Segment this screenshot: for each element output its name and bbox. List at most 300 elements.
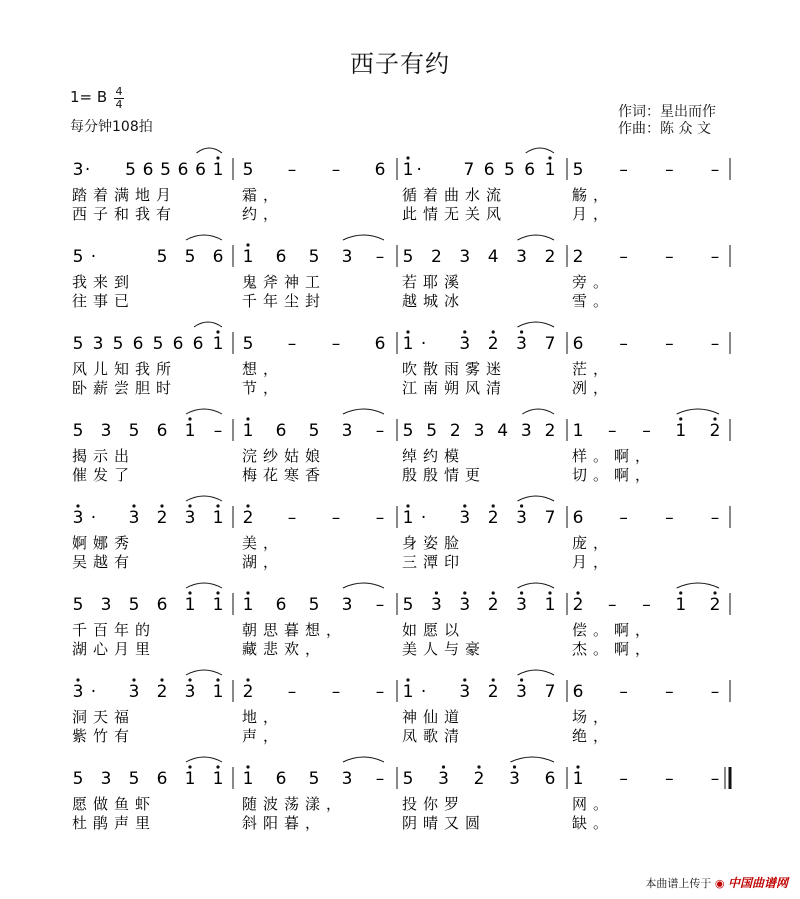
note: 3: [516, 247, 528, 267]
dash-extension: –: [665, 682, 674, 702]
note: 5: [128, 769, 140, 789]
note: 7: [544, 682, 556, 702]
high-octave-dot: [132, 504, 135, 507]
note: 6: [177, 160, 189, 180]
dash-extension: –: [375, 682, 385, 702]
lyric-line-1: 朝思暮想，: [242, 621, 348, 639]
slur: [511, 757, 555, 762]
note: 6: [212, 247, 224, 267]
note: 2: [242, 682, 254, 702]
note: 6: [192, 334, 204, 354]
note: 3: [184, 682, 196, 702]
note: 1: [402, 508, 414, 528]
augmentation-dot: ·: [90, 247, 97, 267]
note: 5: [72, 247, 84, 267]
lyric-line-2: 梅花寒香: [242, 466, 327, 484]
lyric-line-2: 此情无关风: [402, 205, 508, 223]
high-octave-dot: [160, 504, 163, 507]
high-octave-dot: [679, 417, 682, 420]
lyric-line-1: 庞，: [572, 534, 615, 552]
note: 2: [709, 595, 721, 615]
high-octave-dot: [216, 591, 219, 594]
dash-extension: –: [710, 682, 720, 702]
note: 3: [341, 247, 353, 267]
note: 5: [242, 160, 254, 180]
note: 6: [275, 421, 287, 441]
dash-extension: –: [710, 334, 720, 354]
note: 2: [156, 508, 168, 528]
lyric-line-1: 样。啊，: [572, 447, 657, 465]
augmentation-dot: ·: [90, 508, 97, 528]
note: 1: [572, 421, 584, 441]
note: 3: [92, 334, 104, 354]
note: 5: [402, 769, 414, 789]
lyric-line-1: 茫，: [572, 360, 615, 378]
high-octave-dot: [406, 156, 409, 159]
dash-extension: –: [619, 682, 628, 702]
dash-extension: –: [375, 769, 385, 789]
lyric-line-1: 霜，: [242, 186, 285, 204]
dash-extension: –: [665, 160, 674, 180]
slur: [194, 322, 222, 327]
high-octave-dot: [160, 678, 163, 681]
note: 3: [341, 421, 353, 441]
high-octave-dot: [713, 417, 716, 420]
lyric-line-2: 江南朔风清: [402, 379, 508, 397]
slur: [343, 409, 384, 414]
lyric-line-2: 紫竹有: [72, 727, 136, 745]
note: 1: [242, 421, 254, 441]
note: 2: [430, 247, 442, 267]
slur: [518, 670, 554, 675]
lyric-line-2: 节，: [242, 379, 285, 397]
note: 6: [374, 334, 386, 354]
lyric-line-2: 卧薪尝胆时: [72, 379, 178, 397]
note: 6: [142, 160, 154, 180]
slur: [526, 148, 554, 153]
note: 1: [675, 421, 687, 441]
note: 7: [544, 334, 556, 354]
high-octave-dot: [216, 330, 219, 333]
note: 6: [483, 160, 495, 180]
note: 3: [516, 682, 528, 702]
note: 1: [212, 769, 224, 789]
note: 3: [430, 595, 442, 615]
high-octave-dot: [520, 330, 523, 333]
time-signature-bottom: 4: [115, 98, 123, 111]
slur: [343, 235, 384, 240]
augmentation-dot: ·: [420, 334, 427, 354]
lyric-line-2: 往事已: [72, 292, 136, 310]
note: 2: [544, 247, 556, 267]
high-octave-dot: [216, 765, 219, 768]
note: 2: [449, 421, 461, 441]
lyric-line-1: 偿。啊，: [572, 621, 657, 639]
slur: [518, 235, 554, 240]
dash-extension: –: [619, 334, 628, 354]
lyric-line-2: 千年尘封: [242, 292, 327, 310]
slur: [186, 583, 222, 588]
augmentation-dot: ·: [84, 160, 91, 180]
note: 7: [463, 160, 475, 180]
lyric-line-2: 缺。: [572, 814, 615, 832]
note: 6: [524, 160, 536, 180]
high-octave-dot: [520, 504, 523, 507]
lyric-line-2: 冽，: [572, 379, 615, 397]
high-octave-dot: [492, 678, 495, 681]
lyric-line-1: 千百年的: [72, 621, 157, 639]
dash-extension: –: [619, 769, 628, 789]
lyric-line-1: 风儿知我所: [72, 360, 178, 378]
lyric-line-1: 觞，: [572, 186, 615, 204]
high-octave-dot: [576, 765, 579, 768]
slur: [518, 322, 554, 327]
high-octave-dot: [548, 156, 551, 159]
note: 3: [72, 682, 84, 702]
lyric-line-1: 如愿以: [402, 621, 466, 639]
lyric-line-1: 鬼斧神工: [242, 273, 327, 291]
lyric-line-2: 越城冰: [402, 292, 466, 310]
augmentation-dot: ·: [416, 160, 422, 180]
note: 5: [156, 247, 168, 267]
lyric-line-1: 踏着满地月: [72, 186, 178, 204]
note: 6: [195, 160, 206, 180]
high-octave-dot: [492, 330, 495, 333]
note: 1: [544, 160, 556, 180]
note: 3: [100, 769, 112, 789]
dash-extension: –: [642, 595, 651, 615]
note: 1: [572, 769, 584, 789]
lyric-line-2: 藏悲欢，: [242, 640, 327, 658]
note: 3: [72, 508, 84, 528]
note: 1: [212, 334, 224, 354]
slur: [677, 583, 719, 588]
note: 1: [402, 334, 414, 354]
dash-extension: –: [619, 508, 628, 528]
note: 1: [212, 595, 224, 615]
note: 6: [544, 769, 556, 789]
lyric-line-2: 西子和我有: [72, 205, 178, 223]
note: 5: [402, 595, 414, 615]
high-octave-dot: [513, 765, 516, 768]
key-signature: 1= B: [70, 88, 108, 106]
note: 7: [544, 508, 556, 528]
high-octave-dot: [246, 591, 249, 594]
slur: [343, 757, 384, 762]
note: 5: [72, 334, 84, 354]
dash-extension: –: [287, 160, 297, 180]
dash-extension: –: [608, 421, 617, 441]
note: 1: [184, 769, 196, 789]
high-octave-dot: [216, 678, 219, 681]
note: 3: [72, 160, 84, 180]
note: 2: [487, 508, 499, 528]
note: 5: [72, 769, 84, 789]
augmentation-dot: ·: [420, 682, 427, 702]
lyric-line-2: 湖，: [242, 553, 285, 571]
note: 5: [308, 421, 320, 441]
high-octave-dot: [246, 243, 249, 246]
note: 1: [402, 160, 414, 180]
slur: [343, 583, 384, 588]
high-octave-dot: [406, 678, 409, 681]
lyric-line-2: 切。啊，: [572, 466, 657, 484]
note: 1: [184, 595, 196, 615]
note: 6: [572, 682, 584, 702]
high-octave-dot: [492, 504, 495, 507]
high-octave-dot: [406, 330, 409, 333]
augmentation-dot: ·: [90, 682, 97, 702]
note: 6: [275, 769, 287, 789]
high-octave-dot: [576, 591, 579, 594]
note: 3: [459, 682, 471, 702]
note: 2: [242, 508, 254, 528]
slur: [186, 496, 222, 501]
note: 6: [572, 508, 584, 528]
high-octave-dot: [188, 678, 191, 681]
dash-extension: –: [619, 247, 628, 267]
note: 5: [128, 421, 140, 441]
dash-extension: –: [375, 508, 385, 528]
note: 3: [473, 421, 485, 441]
lyric-line-2: 杜鹃声里: [72, 814, 157, 832]
dash-extension: –: [608, 595, 617, 615]
note: 2: [487, 595, 499, 615]
lyric-line-1: 随波荡漾，: [242, 795, 348, 813]
lyric-line-2: 杰。啊，: [572, 640, 657, 658]
dash-extension: –: [710, 508, 720, 528]
note: 5: [72, 421, 84, 441]
high-octave-dot: [477, 765, 480, 768]
slur: [186, 235, 222, 240]
slur: [186, 757, 222, 762]
tempo-marking: 每分钟108拍: [70, 119, 153, 135]
note: 3: [184, 508, 196, 528]
note: 2: [473, 769, 485, 789]
dash-extension: –: [375, 421, 385, 441]
dash-extension: –: [331, 334, 341, 354]
note: 6: [275, 595, 287, 615]
note: 6: [156, 595, 168, 615]
slur: [518, 583, 554, 588]
note: 5: [308, 247, 320, 267]
high-octave-dot: [463, 678, 466, 681]
note: 3: [509, 769, 520, 789]
high-octave-dot: [246, 417, 249, 420]
high-octave-dot: [246, 504, 249, 507]
note: 3: [128, 682, 140, 702]
high-octave-dot: [76, 678, 79, 681]
note: 1: [675, 595, 687, 615]
site-logo: 中国曲谱网: [727, 876, 788, 890]
note: 6: [132, 334, 144, 354]
note: 5: [308, 595, 320, 615]
high-octave-dot: [548, 591, 551, 594]
dash-extension: –: [287, 508, 297, 528]
dash-extension: –: [665, 769, 674, 789]
note: 2: [572, 595, 584, 615]
lyric-line-2: 殷殷情更: [402, 466, 487, 484]
footer-prefix: 本曲谱上传于: [645, 877, 712, 890]
slur: [197, 148, 223, 153]
dash-extension: –: [331, 682, 341, 702]
high-octave-dot: [246, 765, 249, 768]
high-octave-dot: [132, 678, 135, 681]
high-octave-dot: [463, 591, 466, 594]
footer-credit: [645, 874, 788, 891]
note: 5: [402, 247, 414, 267]
note: 5: [426, 421, 438, 441]
lyric-line-1: 循着曲水流: [402, 186, 508, 204]
lyric-line-2: 约，: [242, 205, 285, 223]
dash-extension: –: [331, 160, 341, 180]
note: 3: [459, 508, 471, 528]
note: 1: [212, 682, 224, 702]
dash-extension: –: [710, 247, 720, 267]
dash-extension: –: [375, 247, 385, 267]
note: 6: [374, 160, 386, 180]
dash-extension: –: [642, 421, 651, 441]
lyric-line-1: 投你罗: [402, 795, 466, 813]
high-octave-dot: [246, 678, 249, 681]
note: 5: [152, 334, 164, 354]
lyric-line-1: 想，: [242, 360, 285, 378]
lyric-line-1: 愿做鱼虾: [72, 795, 157, 813]
note: 2: [544, 421, 556, 441]
lyric-line-1: 美，: [242, 534, 285, 552]
lyric-line-1: 若耶溪: [402, 273, 466, 291]
lyric-line-1: 场，: [572, 708, 615, 726]
lyric-line-2: 湖心月里: [72, 640, 157, 658]
slur: [522, 409, 554, 414]
note: 5: [128, 595, 140, 615]
high-octave-dot: [463, 504, 466, 507]
lyric-line-2: 凤歌清: [402, 727, 466, 745]
note: 1: [402, 682, 414, 702]
note: 4: [497, 421, 509, 441]
dash-extension: –: [710, 160, 720, 180]
lyric-line-2: 催发了: [72, 466, 136, 484]
slur: [518, 496, 554, 501]
high-octave-dot: [188, 765, 191, 768]
lyric-line-1: 揭示出: [72, 447, 136, 465]
lyric-line-2: 三潭印: [402, 553, 466, 571]
dash-extension: –: [287, 682, 297, 702]
note: 1: [242, 769, 254, 789]
lyric-line-2: 绝，: [572, 727, 615, 745]
high-octave-dot: [463, 330, 466, 333]
lyric-line-2: 雪。: [572, 292, 615, 310]
note: 1: [212, 160, 224, 180]
high-octave-dot: [188, 591, 191, 594]
dash-extension: –: [287, 334, 297, 354]
high-octave-dot: [76, 504, 79, 507]
note: 1: [544, 595, 556, 615]
note: 3: [520, 421, 532, 441]
note: 3: [100, 421, 112, 441]
note: 6: [172, 334, 184, 354]
high-octave-dot: [520, 591, 523, 594]
time-signature-top: 4: [115, 85, 123, 98]
high-octave-dot: [188, 504, 191, 507]
lyric-line-1: 地，: [242, 708, 285, 726]
note: 3: [516, 595, 528, 615]
note: 6: [572, 334, 584, 354]
lyric-line-1: 婀娜秀: [72, 534, 136, 552]
high-octave-dot: [442, 765, 445, 768]
dash-extension: –: [665, 334, 674, 354]
high-octave-dot: [520, 678, 523, 681]
dash-extension: –: [665, 247, 674, 267]
note: 1: [184, 421, 196, 441]
slur: [186, 670, 222, 675]
note: 5: [160, 160, 171, 180]
lyric-line-1: 旁。: [572, 273, 615, 291]
note: 3: [459, 247, 471, 267]
lyric-line-1: 神仙道: [402, 708, 466, 726]
note: 3: [516, 334, 528, 354]
note: 5: [402, 421, 414, 441]
note: 5: [504, 160, 515, 180]
note: 3: [516, 508, 528, 528]
note: 3: [438, 769, 449, 789]
note: 5: [572, 160, 584, 180]
note: 6: [275, 247, 287, 267]
high-octave-dot: [216, 504, 219, 507]
note: 2: [487, 682, 499, 702]
note: 3: [341, 595, 353, 615]
slur: [186, 409, 222, 414]
high-octave-dot: [492, 591, 495, 594]
note: 3: [100, 595, 112, 615]
lyric-line-2: 声，: [242, 727, 285, 745]
lyric-line-1: 洞天福: [72, 708, 136, 726]
dash-extension: –: [665, 508, 674, 528]
lyric-line-1: 网。: [572, 795, 615, 813]
high-octave-dot: [216, 156, 219, 159]
dash-extension: –: [331, 508, 341, 528]
note: 2: [487, 334, 499, 354]
note: 5: [112, 334, 124, 354]
note: 5: [125, 160, 136, 180]
note: 5: [72, 595, 84, 615]
lyric-line-2: 月，: [572, 553, 615, 571]
lyric-line-2: 月，: [572, 205, 615, 223]
note: 3: [128, 508, 140, 528]
lyricist-credit: 作词：星出而作: [618, 104, 716, 120]
note: 2: [572, 247, 584, 267]
high-octave-dot: [188, 417, 191, 420]
dash-extension: –: [619, 160, 628, 180]
note: 2: [709, 421, 721, 441]
note: 2: [156, 682, 168, 702]
lyric-line-1: 浣纱姑娘: [242, 447, 327, 465]
note: 3: [341, 769, 353, 789]
note: 6: [156, 421, 168, 441]
high-octave-dot: [713, 591, 716, 594]
dash-extension: –: [213, 421, 223, 441]
logo-icon: ◉: [714, 877, 725, 890]
lyric-line-2: 斜阳暮，: [242, 814, 327, 832]
note: 5: [184, 247, 196, 267]
note: 1: [242, 247, 254, 267]
dash-extension: –: [710, 769, 720, 789]
note: 5: [308, 769, 320, 789]
note: 4: [487, 247, 499, 267]
note: 5: [242, 334, 254, 354]
note: 1: [242, 595, 254, 615]
lyric-line-1: 我来到: [72, 273, 136, 291]
